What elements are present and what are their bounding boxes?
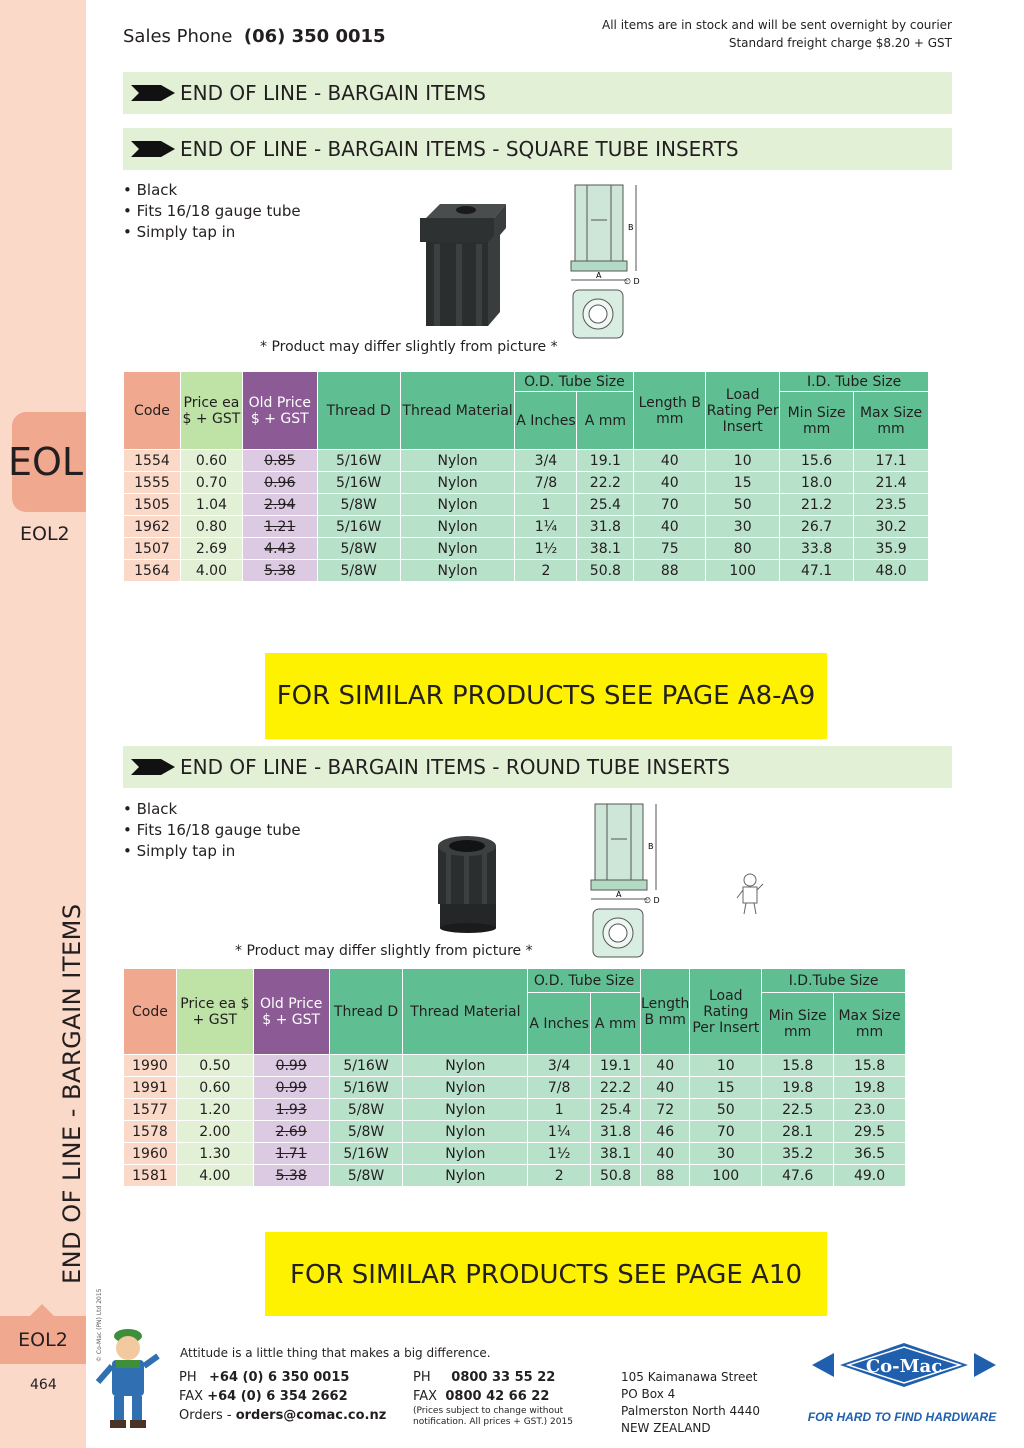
fax-label: FAX — [179, 1389, 204, 1404]
col-group-id: I.D.Tube Size — [762, 969, 906, 993]
contact-primary — [179, 1368, 386, 1425]
col-thread-material: Thread Material — [400, 372, 515, 450]
cell-old-price: 5.38 — [242, 560, 317, 582]
cell-a-mm: 50.8 — [577, 560, 634, 582]
cell-length: 40 — [634, 516, 706, 538]
cell-load: 70 — [690, 1121, 762, 1143]
col-max: Max Size mm — [854, 392, 929, 450]
col-price: Price ea $ + GST — [176, 969, 253, 1055]
cell-price: 2.00 — [176, 1121, 253, 1143]
cell-old-price: 1.71 — [253, 1143, 329, 1165]
similar-products-callout-round[interactable]: FOR SIMILAR PRODUCTS SEE PAGE A10 — [265, 1232, 827, 1316]
cell-price: 4.00 — [180, 560, 242, 582]
ph2-number[interactable]: 0800 33 55 22 — [451, 1370, 556, 1385]
col-a-inches: A Inches — [528, 993, 591, 1055]
cell-a-inches: 1½ — [515, 538, 577, 560]
col-thread: Thread D — [329, 969, 403, 1055]
stock-note: All items are in stock and will be sent overnight by courier — [602, 18, 952, 32]
cell-thread: 5/8W — [329, 1099, 403, 1121]
cell-old-price: 0.99 — [253, 1055, 329, 1077]
feature-item: • Black — [123, 800, 178, 818]
round-insert-photo — [432, 834, 504, 934]
attitude-quote: Attitude is a little thing that makes a big difference. — [180, 1346, 491, 1360]
col-old-price: Old Price $ + GST — [253, 969, 329, 1055]
contact-secondary — [413, 1368, 573, 1428]
cell-old-price: 2.94 — [242, 494, 317, 516]
feature-item: • Fits 16/18 gauge tube — [123, 202, 301, 220]
address-line: Palmerston North 4440 — [621, 1404, 761, 1418]
cell-thread: 5/16W — [329, 1055, 403, 1077]
cell-min: 22.5 — [762, 1099, 834, 1121]
picture-note: * Product may differ slightly from picture * — [260, 339, 558, 355]
cell-load: 15 — [690, 1077, 762, 1099]
cell-a-mm: 25.4 — [577, 494, 634, 516]
subsection-label: EOL2 — [20, 523, 70, 545]
band-square-label: END OF LINE - BARGAIN ITEMS - SQUARE TUBE INSERTS — [180, 137, 739, 161]
cell-price: 0.70 — [180, 472, 242, 494]
cell-thread-material: Nylon — [400, 560, 515, 582]
sales-phone-number[interactable]: (06) 350 0015 — [243, 26, 386, 47]
round-table-body — [124, 1055, 906, 1187]
cell-old-price: 4.43 — [242, 538, 317, 560]
address-line: NEW ZEALAND — [621, 1421, 711, 1435]
cell-length: 75 — [634, 538, 706, 560]
bottom-section-tab[interactable]: EOL2 — [0, 1316, 86, 1364]
square-insert-photo — [412, 200, 508, 332]
table-row — [124, 1099, 906, 1121]
arrow-icon — [131, 85, 175, 101]
cell-code: 1578 — [124, 1121, 177, 1143]
cell-load: 10 — [706, 450, 780, 472]
dim-a-label: A — [616, 890, 622, 899]
col-old-price: Old Price $ + GST — [242, 372, 317, 450]
cell-max: 48.0 — [854, 560, 929, 582]
cell-thread-material: Nylon — [400, 538, 515, 560]
cell-length: 40 — [641, 1077, 690, 1099]
fax2-label: FAX — [413, 1389, 438, 1404]
cell-min: 19.8 — [762, 1077, 834, 1099]
sales-phone-label: Sales Phone — [123, 26, 233, 47]
cell-thread-material: Nylon — [403, 1121, 528, 1143]
orders-label: Orders - — [179, 1408, 232, 1423]
logo-tagline: FOR HARD TO FIND HARDWARE — [808, 1410, 997, 1424]
cell-max: 23.0 — [834, 1099, 906, 1121]
cell-code: 1581 — [124, 1165, 177, 1187]
table-row — [124, 1165, 906, 1187]
col-group-id: I.D. Tube Size — [780, 372, 929, 392]
table-row — [124, 516, 929, 538]
cell-min: 15.8 — [762, 1055, 834, 1077]
table-row — [124, 1143, 906, 1165]
table-row — [124, 494, 929, 516]
col-load: Load Rating Per Insert — [690, 969, 762, 1055]
picture-note: * Product may differ slightly from picture * — [235, 943, 533, 959]
cell-thread: 5/8W — [329, 1121, 403, 1143]
cell-a-inches: 7/8 — [528, 1077, 591, 1099]
cell-max: 29.5 — [834, 1121, 906, 1143]
cell-a-inches: 1 — [515, 494, 577, 516]
col-a-mm: A mm — [577, 392, 634, 450]
square-table — [123, 371, 929, 582]
table-row — [124, 1077, 906, 1099]
table-row — [124, 472, 929, 494]
col-length: Length B mm — [641, 969, 690, 1055]
cell-a-mm: 31.8 — [577, 516, 634, 538]
shipping-notes — [602, 16, 952, 52]
cell-code: 1507 — [124, 538, 181, 560]
cell-price: 4.00 — [176, 1165, 253, 1187]
tab-arrow-icon — [30, 1304, 54, 1316]
section-tab-eol[interactable] — [8, 412, 86, 512]
cell-price: 1.20 — [176, 1099, 253, 1121]
cell-max: 19.8 — [834, 1077, 906, 1099]
arrow-icon — [131, 141, 175, 157]
feature-item: • Black — [123, 181, 178, 199]
cell-load: 100 — [690, 1165, 762, 1187]
col-code: Code — [124, 372, 181, 450]
cell-a-mm: 19.1 — [591, 1055, 641, 1077]
cell-load: 10 — [690, 1055, 762, 1077]
col-max: Max Size mm — [834, 993, 906, 1055]
round-features — [123, 799, 301, 862]
cell-old-price: 0.96 — [242, 472, 317, 494]
cell-load: 50 — [706, 494, 780, 516]
cell-a-inches: 1 — [528, 1099, 591, 1121]
cell-thread: 5/16W — [317, 472, 400, 494]
cell-min: 47.6 — [762, 1165, 834, 1187]
cell-load: 50 — [690, 1099, 762, 1121]
cell-length: 46 — [641, 1121, 690, 1143]
cell-max: 15.8 — [834, 1055, 906, 1077]
col-thread-material: Thread Material — [403, 969, 528, 1055]
cell-length: 40 — [641, 1055, 690, 1077]
cell-a-mm: 38.1 — [591, 1143, 641, 1165]
fax-number[interactable]: +64 (0) 6 354 2662 — [207, 1389, 348, 1404]
cell-price: 0.50 — [176, 1055, 253, 1077]
ph-number[interactable]: +64 (0) 6 350 0015 — [209, 1370, 350, 1385]
cell-min: 21.2 — [780, 494, 854, 516]
cell-old-price: 5.38 — [253, 1165, 329, 1187]
cell-length: 70 — [634, 494, 706, 516]
cell-old-price: 1.21 — [242, 516, 317, 538]
table-row — [124, 560, 929, 582]
square-table-body — [124, 450, 929, 582]
arrow-icon — [131, 759, 175, 775]
cell-min: 18.0 — [780, 472, 854, 494]
cell-max: 36.5 — [834, 1143, 906, 1165]
mascot-small-icon — [736, 872, 764, 916]
cell-a-inches: 1¼ — [528, 1121, 591, 1143]
cell-thread: 5/16W — [317, 450, 400, 472]
cell-thread: 5/16W — [329, 1077, 403, 1099]
cell-length: 72 — [641, 1099, 690, 1121]
cell-max: 21.4 — [854, 472, 929, 494]
dim-b-label: B — [648, 842, 654, 851]
cell-thread: 5/8W — [317, 538, 400, 560]
cell-thread-material: Nylon — [403, 1143, 528, 1165]
cell-length: 40 — [641, 1143, 690, 1165]
cell-min: 15.6 — [780, 450, 854, 472]
cell-price: 0.60 — [176, 1077, 253, 1099]
cell-a-inches: 3/4 — [528, 1055, 591, 1077]
section-tab-label: EOL — [8, 440, 84, 484]
cell-thread: 5/8W — [329, 1165, 403, 1187]
feature-item: • Simply tap in — [123, 223, 236, 241]
cell-a-inches: 2 — [528, 1165, 591, 1187]
cell-thread-material: Nylon — [403, 1165, 528, 1187]
cell-a-inches: 3/4 — [515, 450, 577, 472]
table-row — [124, 538, 929, 560]
cell-thread-material: Nylon — [403, 1077, 528, 1099]
col-length: Length B mm — [634, 372, 706, 450]
cell-length: 40 — [634, 472, 706, 494]
freight-note: Standard freight charge $8.20 + GST — [728, 36, 952, 50]
sales-phone — [123, 26, 386, 47]
page-number: 464 — [30, 1377, 57, 1393]
cell-a-mm: 25.4 — [591, 1099, 641, 1121]
cell-a-mm: 50.8 — [591, 1165, 641, 1187]
table-row — [124, 1121, 906, 1143]
cell-load: 30 — [706, 516, 780, 538]
band-main — [123, 72, 952, 114]
cell-min: 26.7 — [780, 516, 854, 538]
cell-a-mm: 22.2 — [577, 472, 634, 494]
col-a-inches: A Inches — [515, 392, 577, 450]
logo-text: Co-Mac — [865, 1356, 943, 1377]
band-round-label: END OF LINE - BARGAIN ITEMS - ROUND TUBE INSERTS — [180, 755, 730, 779]
col-min: Min Size mm — [780, 392, 854, 450]
cell-max: 35.9 — [854, 538, 929, 560]
cell-thread: 5/16W — [329, 1143, 403, 1165]
cell-a-inches: 1½ — [528, 1143, 591, 1165]
address-line: PO Box 4 — [621, 1387, 676, 1401]
col-thread: Thread D — [317, 372, 400, 450]
band-square — [123, 128, 952, 170]
square-insert-diagram — [566, 180, 656, 342]
cell-thread-material: Nylon — [403, 1099, 528, 1121]
cell-max: 23.5 — [854, 494, 929, 516]
cell-load: 15 — [706, 472, 780, 494]
col-group-od: O.D. Tube Size — [515, 372, 634, 392]
dim-a-label: A — [596, 271, 602, 280]
cell-thread-material: Nylon — [400, 516, 515, 538]
ph2-label: PH — [413, 1370, 431, 1385]
cell-a-mm: 22.2 — [591, 1077, 641, 1099]
similar-products-callout-square[interactable]: FOR SIMILAR PRODUCTS SEE PAGE A8-A9 — [265, 653, 827, 739]
cell-price: 1.04 — [180, 494, 242, 516]
col-price: Price ea $ + GST — [180, 372, 242, 450]
cell-a-inches: 7/8 — [515, 472, 577, 494]
cell-min: 35.2 — [762, 1143, 834, 1165]
cell-length: 88 — [634, 560, 706, 582]
cell-code: 1990 — [124, 1055, 177, 1077]
price-note-1: (Prices subject to change without — [413, 1406, 564, 1416]
comac-logo[interactable] — [808, 1343, 1000, 1425]
price-note-2: notification. All prices + GST.) 2015 — [413, 1417, 573, 1427]
band-main-label: END OF LINE - BARGAIN ITEMS — [180, 81, 486, 105]
orders-email[interactable]: orders@comac.co.nz — [235, 1408, 387, 1423]
dim-d-label: ∅ D — [644, 896, 660, 905]
cell-a-mm: 19.1 — [577, 450, 634, 472]
cell-max: 17.1 — [854, 450, 929, 472]
cell-thread: 5/8W — [317, 560, 400, 582]
cell-length: 40 — [634, 450, 706, 472]
address-line: 105 Kaimanawa Street — [621, 1370, 758, 1384]
cell-old-price: 1.93 — [253, 1099, 329, 1121]
cell-a-inches: 1¼ — [515, 516, 577, 538]
round-insert-diagram — [586, 799, 676, 961]
fax2-number[interactable]: 0800 42 66 22 — [445, 1389, 550, 1404]
cell-code: 1564 — [124, 560, 181, 582]
vertical-section-title: END OF LINE - BARGAIN ITEMS — [58, 903, 86, 1284]
cell-code: 1991 — [124, 1077, 177, 1099]
col-load: Load Rating Per Insert — [706, 372, 780, 450]
col-code: Code — [124, 969, 177, 1055]
cell-price: 0.80 — [180, 516, 242, 538]
cell-old-price: 0.99 — [253, 1077, 329, 1099]
cell-thread-material: Nylon — [400, 450, 515, 472]
square-features — [123, 180, 301, 243]
cell-code: 1577 — [124, 1099, 177, 1121]
table-row — [124, 450, 929, 472]
cell-code: 1505 — [124, 494, 181, 516]
cell-min: 33.8 — [780, 538, 854, 560]
cell-load: 80 — [706, 538, 780, 560]
copyright: © Co-Mac (PN) Ltd 2015 — [96, 1288, 103, 1362]
ph-label: PH — [179, 1370, 197, 1385]
cell-length: 88 — [641, 1165, 690, 1187]
cell-thread: 5/16W — [317, 516, 400, 538]
col-min: Min Size mm — [762, 993, 834, 1055]
round-table — [123, 968, 906, 1187]
mascot-icon — [92, 1326, 166, 1430]
cell-code: 1962 — [124, 516, 181, 538]
band-round — [123, 746, 952, 788]
col-group-od: O.D. Tube Size — [528, 969, 641, 993]
cell-price: 2.69 — [180, 538, 242, 560]
cell-thread-material: Nylon — [400, 494, 515, 516]
cell-thread-material: Nylon — [403, 1055, 528, 1077]
cell-max: 30.2 — [854, 516, 929, 538]
cell-a-inches: 2 — [515, 560, 577, 582]
cell-a-mm: 31.8 — [591, 1121, 641, 1143]
dim-d-label: ∅ D — [624, 277, 640, 286]
dim-b-label: B — [628, 223, 634, 232]
address — [621, 1369, 760, 1437]
cell-min: 28.1 — [762, 1121, 834, 1143]
table-row — [124, 1055, 906, 1077]
cell-code: 1960 — [124, 1143, 177, 1165]
feature-item: • Fits 16/18 gauge tube — [123, 821, 301, 839]
feature-item: • Simply tap in — [123, 842, 236, 860]
cell-old-price: 0.85 — [242, 450, 317, 472]
cell-load: 100 — [706, 560, 780, 582]
cell-max: 49.0 — [834, 1165, 906, 1187]
cell-old-price: 2.69 — [253, 1121, 329, 1143]
col-a-mm: A mm — [591, 993, 641, 1055]
cell-price: 1.30 — [176, 1143, 253, 1165]
cell-code: 1554 — [124, 450, 181, 472]
cell-price: 0.60 — [180, 450, 242, 472]
cell-min: 47.1 — [780, 560, 854, 582]
cell-a-mm: 38.1 — [577, 538, 634, 560]
cell-thread-material: Nylon — [400, 472, 515, 494]
cell-thread: 5/8W — [317, 494, 400, 516]
cell-code: 1555 — [124, 472, 181, 494]
cell-load: 30 — [690, 1143, 762, 1165]
